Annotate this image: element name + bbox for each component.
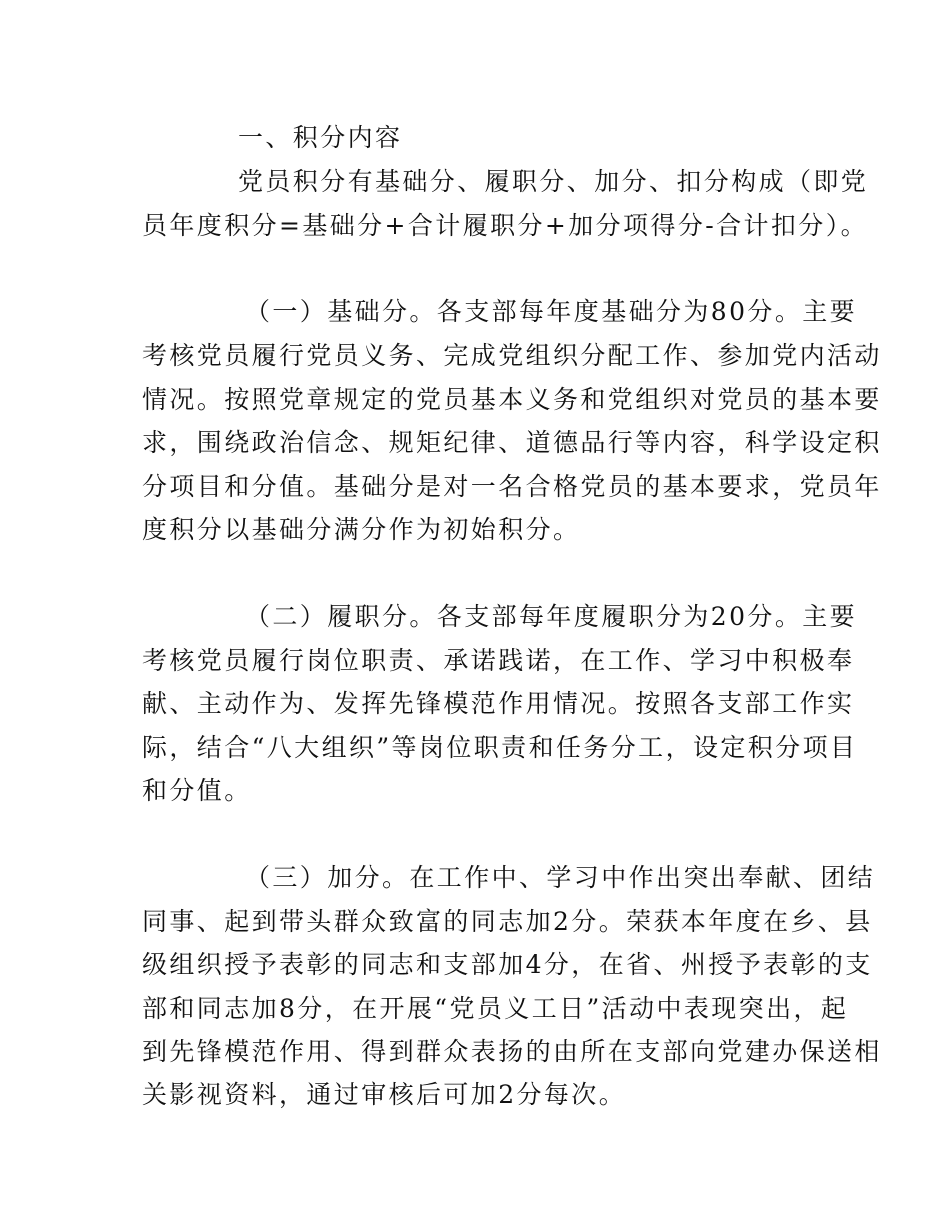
- section-2-line-3: 献、主动作为、发挥先锋模范作用情况。按照各支部工作实: [142, 689, 855, 718]
- section-3-line-1: （三）加分。在工作中、学习中作出突出奉献、团结: [245, 863, 876, 892]
- section-3-line-3: 级组织授予表彰的同志和支部加4分，在省、州授予表彰的支: [142, 950, 873, 979]
- section-2-line-1: （二）履职分。各支部每年度履职分为20分。主要: [245, 602, 858, 631]
- section-3-line-5: 到先锋模范作用、得到群众表扬的由所在支部向党建办保送相: [142, 1037, 882, 1066]
- section-3-line-6: 关影视资料，通过审核后可加2分每次。: [142, 1080, 627, 1109]
- intro-line-2: 员年度积分=基础分+合计履职分+加分项得分-合计扣分）。: [142, 211, 868, 240]
- section-1-line-3: 情况。按照党章规定的党员基本义务和党组织对党员的基本要: [142, 385, 882, 414]
- section-1-line-2: 考核党员履行党员义务、完成党组织分配工作、参加党内活动: [142, 341, 882, 370]
- section-2-line-4: 际，结合“八大组织”等岗位职责和任务分工，设定积分项目: [142, 733, 858, 762]
- section-2-line-2: 考核党员履行岗位职责、承诺践诺，在工作、学习中积极奉: [142, 646, 855, 675]
- section-1-line-1: （一）基础分。各支部每年度基础分为80分。主要: [245, 297, 858, 326]
- section-3-line-4: 部和同志加8分，在开展“党员义工日”活动中表现突出，起: [142, 994, 849, 1023]
- section-2-line-5: 和分值。: [142, 776, 252, 805]
- section-1-line-6: 度积分以基础分满分作为初始积分。: [142, 515, 581, 544]
- section-heading: 一、积分内容: [238, 123, 403, 152]
- section-1-line-5: 分项目和分值。基础分是对一名合格党员的基本要求，党员年: [142, 472, 882, 501]
- section-1-line-4: 求，围绕政治信念、规矩纪律、道德品行等内容，科学设定积: [142, 428, 882, 457]
- section-3-line-2: 同事、起到带头群众致富的同志加2分。荣获本年度在乡、县: [142, 907, 873, 936]
- intro-line-1: 党员积分有基础分、履职分、加分、扣分构成（即党: [238, 167, 869, 196]
